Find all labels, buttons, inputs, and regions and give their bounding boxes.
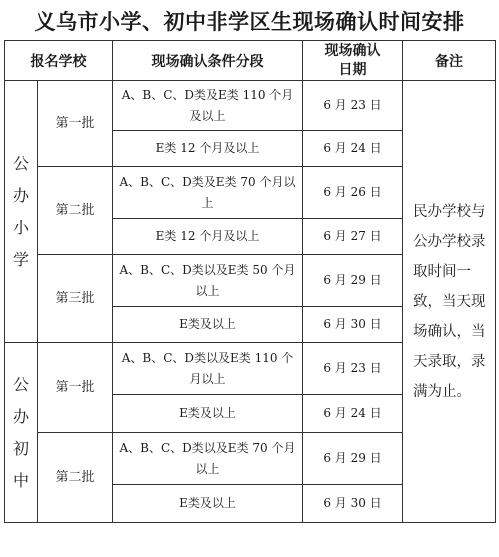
date-cell: 6 月 30 日 [303,485,403,523]
school-cell-middle: 公 办 初 中 [5,343,38,523]
condition-cell: A、B、C、D类以及E类 110 个月以上 [113,343,303,395]
condition-cell: A、B、C、D类以及E类 50 个月以上 [113,255,303,307]
header-row [5,41,496,81]
school-cell-primary: 公 办 小 学 [5,81,38,343]
condition-cell: A、B、C、D类及E类 70 个月以上 [113,167,303,219]
header-school: 报名学校 [5,41,113,81]
condition-cell: E类 12 个月及以上 [113,131,303,167]
date-cell: 6 月 29 日 [303,255,403,307]
date-cell: 6 月 24 日 [303,395,403,433]
page-title: 义乌市小学、初中非学区生现场确认时间安排 [34,10,465,34]
batch-cell: 第二批 [38,167,113,255]
batch-cell: 第一批 [38,81,113,167]
header-date [303,41,403,81]
date-cell: 6 月 26 日 [303,167,403,219]
header-condition: 现场确认条件分段 [113,41,303,81]
date-cell: 6 月 30 日 [303,307,403,343]
batch-cell: 第三批 [38,255,113,343]
date-cell: 6 月 24 日 [303,131,403,167]
condition-cell: E类及以上 [113,307,303,343]
condition-cell: E类及以上 [113,485,303,523]
date-cell: 6 月 29 日 [303,433,403,485]
header-note: 备注 [403,41,496,81]
condition-cell: E类及以上 [113,395,303,433]
condition-cell: A、B、C、D类以及E类 70 个月以上 [113,433,303,485]
date-cell: 6 月 23 日 [303,343,403,395]
note-cell: 民办学校与公办学校录取时间一致，当天现场确认，当天录取，录满为止。 [403,81,496,523]
batch-cell: 第二批 [38,433,113,523]
date-cell: 6 月 27 日 [303,219,403,255]
table-row [5,81,496,131]
batch-cell: 第一批 [38,343,113,433]
header-date-line2: 日期 [338,61,367,78]
schedule-table [4,40,496,523]
condition-cell: E类 12 个月及以上 [113,219,303,255]
header-date-line1: 现场确认 [324,42,381,59]
date-cell: 6 月 23 日 [303,81,403,131]
condition-cell: A、B、C、D类及E类 110 个月及以上 [113,81,303,131]
